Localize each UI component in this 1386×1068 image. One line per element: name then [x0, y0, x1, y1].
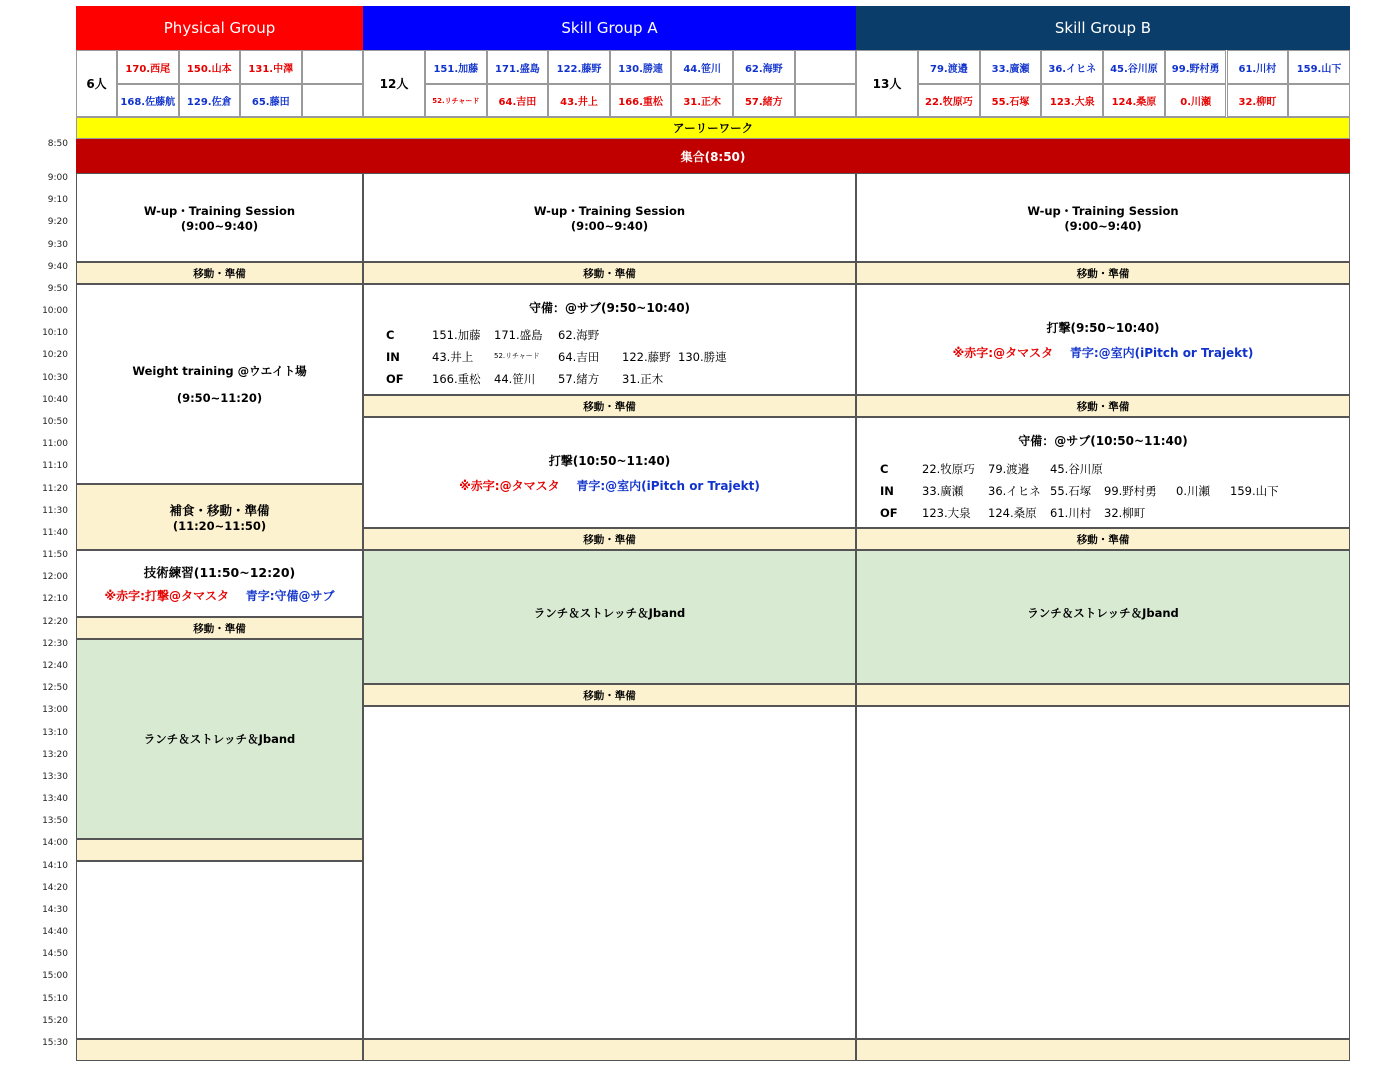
physical-roster-row1-cell: [302, 50, 364, 84]
defense-player: 64.吉田: [558, 350, 600, 364]
skillA-roster-row2-cell: [425, 84, 487, 117]
time-label: 12:20: [42, 616, 68, 627]
player-name: 32.柳町: [1238, 97, 1277, 108]
skill-b-move-3: 移動・準備: [856, 528, 1350, 550]
skillA-roster-row1-cell: [548, 50, 610, 84]
player-name: 65.藤田: [251, 97, 290, 108]
skillB-roster-row1-cell: [1165, 50, 1227, 84]
player-name: 62.海野: [744, 63, 783, 75]
time-label: 10:10: [42, 328, 68, 339]
skill-b-count: 13人: [856, 50, 918, 117]
defense-player: 0.川瀬: [1176, 484, 1210, 498]
defense-player: 151.加藤: [432, 328, 481, 342]
skill-a-count: 12人: [363, 50, 425, 117]
tech-note-blue: 青字:守備@サブ: [245, 589, 335, 603]
time-label: 10:20: [42, 350, 68, 361]
player-name: 22.牧原巧: [924, 97, 973, 108]
skill-b-move-4: [856, 684, 1350, 706]
gather-bar: 集合(8:50): [76, 139, 1350, 173]
time-label: 13:50: [42, 816, 68, 827]
physical-roster-row1-cell: [117, 50, 179, 84]
position-label: OF: [880, 506, 898, 520]
player-name: 131.中澤: [248, 63, 294, 75]
skillB-roster-row2-cell: [918, 84, 980, 117]
defense-player: 166.重松: [432, 372, 481, 386]
skill-a-batting-note-blue: 青字:@室内(iPitch or Trajekt): [576, 478, 760, 493]
time-label: 11:00: [42, 439, 68, 450]
time-label: 9:30: [47, 239, 68, 250]
defense-row: [880, 504, 1340, 522]
physical-move-4: [76, 1039, 363, 1061]
time-label: 13:30: [42, 771, 68, 782]
skill-b-empty-block: [856, 706, 1350, 1039]
skill-group-b-title: Skill Group B: [1054, 19, 1152, 37]
wup-title: W-up・Training Session: [143, 203, 296, 218]
player-name: 129.佐倉: [186, 97, 232, 108]
physical-roster-row2-cell: [240, 84, 302, 117]
defense-player: 62.海野: [558, 328, 600, 342]
player-name: 151.加藤: [433, 63, 479, 75]
time-label: 12:40: [42, 660, 68, 671]
skill-a-move-2: 移動・準備: [363, 395, 856, 417]
defense-player: 22.牧原巧: [922, 462, 975, 476]
defense-player: 171.盛島: [494, 328, 543, 342]
player-name: 170.西尾: [125, 63, 171, 75]
physical-tech-block: [76, 550, 363, 617]
time-label: 12:50: [42, 683, 68, 694]
physical-move-3: [76, 839, 363, 861]
skillA-roster-row1-cell: [671, 50, 733, 84]
skillB-roster-row1-cell: [980, 50, 1042, 84]
physical-wup-block: [76, 173, 363, 262]
skill-a-batting-note-red: ※赤字:@タマスタ: [459, 478, 560, 493]
time-label: 12:30: [42, 638, 68, 649]
physical-roster-row1-cell: [240, 50, 302, 84]
skill-a-move-4: 移動・準備: [363, 684, 856, 706]
time-label: 15:30: [42, 1038, 68, 1049]
skillB-roster-row2-cell: [1288, 84, 1350, 117]
physical-roster-row2-cell: [117, 84, 179, 117]
player-name: 36.イヒネ: [1048, 63, 1097, 75]
time-label: 8:50: [47, 139, 68, 149]
skillB-roster-row2-cell: [1165, 84, 1227, 117]
defense-player: 45.谷川原: [1050, 462, 1103, 476]
tech-note-red: ※赤字:打撃@タマスタ: [104, 589, 229, 603]
skillB-roster-row2-cell: [1041, 84, 1103, 117]
player-name: 64.吉田: [498, 97, 537, 108]
defense-player: 61.川村: [1050, 506, 1092, 520]
skill-group-a-title: Skill Group A: [561, 19, 658, 37]
position-label: IN: [386, 350, 400, 364]
skillA-roster-row1-cell: [425, 50, 487, 84]
time-label: 13:00: [42, 705, 68, 716]
defense-player: 130.勝連: [678, 350, 727, 364]
skillB-roster-row2-cell: [980, 84, 1042, 117]
skillA-roster-row2-cell: [548, 84, 610, 117]
skill-b-move-2: 移動・準備: [856, 395, 1350, 417]
time-label: 15:20: [42, 1015, 68, 1026]
skill-b-batting-note-blue: 青字:@室内(iPitch or Trajekt): [1069, 345, 1254, 360]
skill-b-batting-note-red: ※赤字:@タマスタ: [952, 345, 1054, 360]
early-work-bar: アーリーワーク: [76, 117, 1350, 139]
time-label: 9:20: [47, 217, 68, 228]
player-name: 123.大泉: [1049, 97, 1095, 108]
time-label: 14:40: [42, 927, 68, 938]
time-label: 10:00: [42, 306, 68, 317]
time-label: 10:50: [42, 416, 68, 427]
time-label: 9:50: [47, 283, 68, 294]
physical-move-1: 移動・準備: [76, 262, 363, 284]
skill-b-defense-title: 守備：@サブ(10:50~11:40): [1018, 434, 1188, 448]
time-label: 9:10: [47, 195, 68, 206]
position-label: OF: [386, 372, 404, 386]
time-label: 13:20: [42, 749, 68, 760]
time-label: 11:30: [42, 505, 68, 516]
player-name: 159.山下: [1296, 63, 1342, 75]
skill-a-move-3: 移動・準備: [363, 528, 856, 550]
skillA-roster-row1-cell: [610, 50, 672, 84]
defense-player: 79.渡邉: [988, 462, 1030, 476]
time-label: 13:40: [42, 794, 68, 805]
position-label: C: [880, 462, 889, 476]
player-name: 124.桑原: [1111, 97, 1157, 108]
defense-player: 44.笹川: [494, 372, 536, 386]
player-name: 43.井上: [560, 97, 598, 108]
time-label: 10:40: [42, 394, 68, 405]
player-name: 55.石塚: [991, 97, 1030, 108]
skill-a-batting-block: [363, 417, 856, 528]
defense-row: [386, 348, 846, 366]
skill-b-batting-block: [856, 284, 1350, 395]
time-label: 11:40: [42, 527, 68, 538]
defense-player: 31.正木: [622, 372, 664, 386]
skill-a-empty-block: [363, 706, 856, 1039]
defense-player: 159.山下: [1230, 484, 1279, 498]
player-name: 33.廣瀬: [991, 63, 1030, 75]
player-name: 31.正木: [683, 97, 722, 108]
physical-move-2: 移動・準備: [76, 617, 363, 639]
time-label: 11:50: [42, 550, 68, 561]
defense-row: [386, 370, 846, 388]
skillA-roster-row2-cell: [733, 84, 795, 117]
defense-row: [880, 460, 1340, 478]
skill-b-batting-title: 打撃(9:50~10:40): [1046, 320, 1160, 335]
skill-b-lunch-block: [856, 550, 1350, 684]
weight-title: Weight training @ウエイト場: [132, 364, 307, 378]
defense-player: 33.廣瀬: [922, 484, 964, 498]
player-name: 61.川村: [1238, 63, 1277, 75]
skillA-roster-row2-cell: [795, 84, 857, 117]
player-name: 171.盛島: [495, 63, 540, 75]
defense-row: [880, 482, 1340, 500]
skillB-roster-row1-cell: [1288, 50, 1350, 84]
time-label: 14:10: [42, 860, 68, 871]
skillB-roster-row2-cell: [1227, 84, 1289, 117]
skillB-roster-row1-cell: [1041, 50, 1103, 84]
defense-player: 123.大泉: [922, 506, 971, 520]
time-label: 12:00: [42, 572, 68, 583]
defense-player: 55.石塚: [1050, 484, 1092, 498]
player-name: 57.緒方: [744, 97, 783, 108]
time-label: 13:10: [42, 727, 68, 738]
physical-roster-row2-cell: [302, 84, 364, 117]
physical-lunch-label: ランチ＆ストレッチ＆Jband: [143, 732, 296, 746]
player-name: 99.野村勇: [1171, 63, 1220, 75]
position-label: C: [386, 328, 395, 342]
physical-count: 6人: [76, 50, 117, 117]
skill-a-lunch-label: ランチ＆ストレッチ＆Jband: [533, 606, 686, 620]
defense-player: 57.緒方: [558, 372, 600, 386]
player-name: 44.笹川: [683, 63, 722, 75]
player-name: 166.重松: [618, 97, 663, 108]
skill-b-move-1: 移動・準備: [856, 262, 1350, 284]
defense-row: [386, 326, 846, 344]
skill-b-lunch-label: ランチ＆ストレッチ＆Jband: [1027, 606, 1179, 620]
time-label: 12:10: [42, 594, 68, 605]
skill-group-a-header: [363, 6, 856, 50]
physical-group-title: Physical Group: [163, 19, 276, 37]
time-label: 11:10: [42, 461, 68, 472]
player-name: 45.谷川原: [1110, 63, 1158, 75]
physical-empty-block: [76, 861, 363, 1039]
time-label: 11:20: [42, 483, 68, 494]
player-name: 150.山本: [186, 63, 232, 75]
skillA-roster-row1-cell: [487, 50, 549, 84]
skillA-roster-row1-cell: [733, 50, 795, 84]
defense-player: 52.リチャード: [494, 352, 540, 360]
skill-a-lunch-block: [363, 550, 856, 684]
time-label: 9:40: [47, 261, 68, 272]
snack-time: (11:20~11:50): [172, 519, 267, 533]
skill-a-batting-title: 打撃(10:50~11:40): [548, 453, 671, 468]
skill-b-move-5: [856, 1039, 1350, 1061]
defense-player: 124.桑原: [988, 506, 1037, 520]
defense-player: 99.野村勇: [1104, 484, 1157, 498]
tech-title: 技術練習(11:50~12:20): [143, 565, 296, 580]
skill-b-wup-block: W-up・Training Session (9:00~9:40): [856, 173, 1350, 262]
time-label: 9:00: [47, 173, 68, 183]
skillA-roster-row2-cell: [671, 84, 733, 117]
skill-a-defense-title: 守備：@サブ(9:50~10:40): [528, 301, 691, 315]
time-label: 15:00: [42, 971, 68, 982]
skill-a-move-5: [363, 1039, 856, 1061]
skillB-roster-row1-cell: [1103, 50, 1165, 84]
time-label: 15:10: [42, 993, 68, 1004]
physical-weight-block: [76, 284, 363, 484]
physical-group-header: [76, 6, 363, 50]
time-label: 14:50: [42, 949, 68, 960]
skillA-roster-row1-cell: [795, 50, 857, 84]
position-label: IN: [880, 484, 894, 498]
physical-roster-row1-cell: [179, 50, 241, 84]
player-name: 130.勝連: [618, 63, 663, 75]
time-label: 14:00: [42, 838, 68, 849]
skillB-roster-row2-cell: [1103, 84, 1165, 117]
defense-player: 32.柳町: [1104, 506, 1146, 520]
skillA-roster-row2-cell: [487, 84, 549, 117]
time-label: 14:30: [42, 904, 68, 915]
player-name: 122.藤野: [556, 63, 602, 75]
player-name: 52.リチャード: [432, 96, 480, 105]
weight-time: (9:50~11:20): [176, 391, 263, 405]
defense-player: 122.藤野: [622, 350, 671, 364]
time-label: 14:20: [42, 882, 68, 893]
defense-player: 36.イヒネ: [988, 484, 1041, 498]
physical-snack-block: [76, 484, 363, 550]
snack-title: 補食・移動・準備: [169, 503, 270, 518]
defense-player: 43.井上: [432, 350, 474, 364]
skillB-roster-row1-cell: [1227, 50, 1289, 84]
physical-lunch-block: [76, 639, 363, 839]
player-name: 0.川瀬: [1180, 97, 1212, 108]
skillB-roster-row1-cell: [918, 50, 980, 84]
skill-group-b-header: [856, 6, 1350, 50]
skill-a-move-1: 移動・準備: [363, 262, 856, 284]
physical-roster-row2-cell: [179, 84, 241, 117]
skill-a-wup-block: W-up・Training Session (9:00~9:40): [363, 173, 856, 262]
skillA-roster-row2-cell: [610, 84, 672, 117]
player-name: 79.渡邉: [929, 63, 968, 75]
time-label: 10:30: [42, 372, 68, 383]
wup-time: (9:00~9:40): [180, 218, 259, 233]
player-name: 168.佐藤航: [120, 97, 176, 108]
